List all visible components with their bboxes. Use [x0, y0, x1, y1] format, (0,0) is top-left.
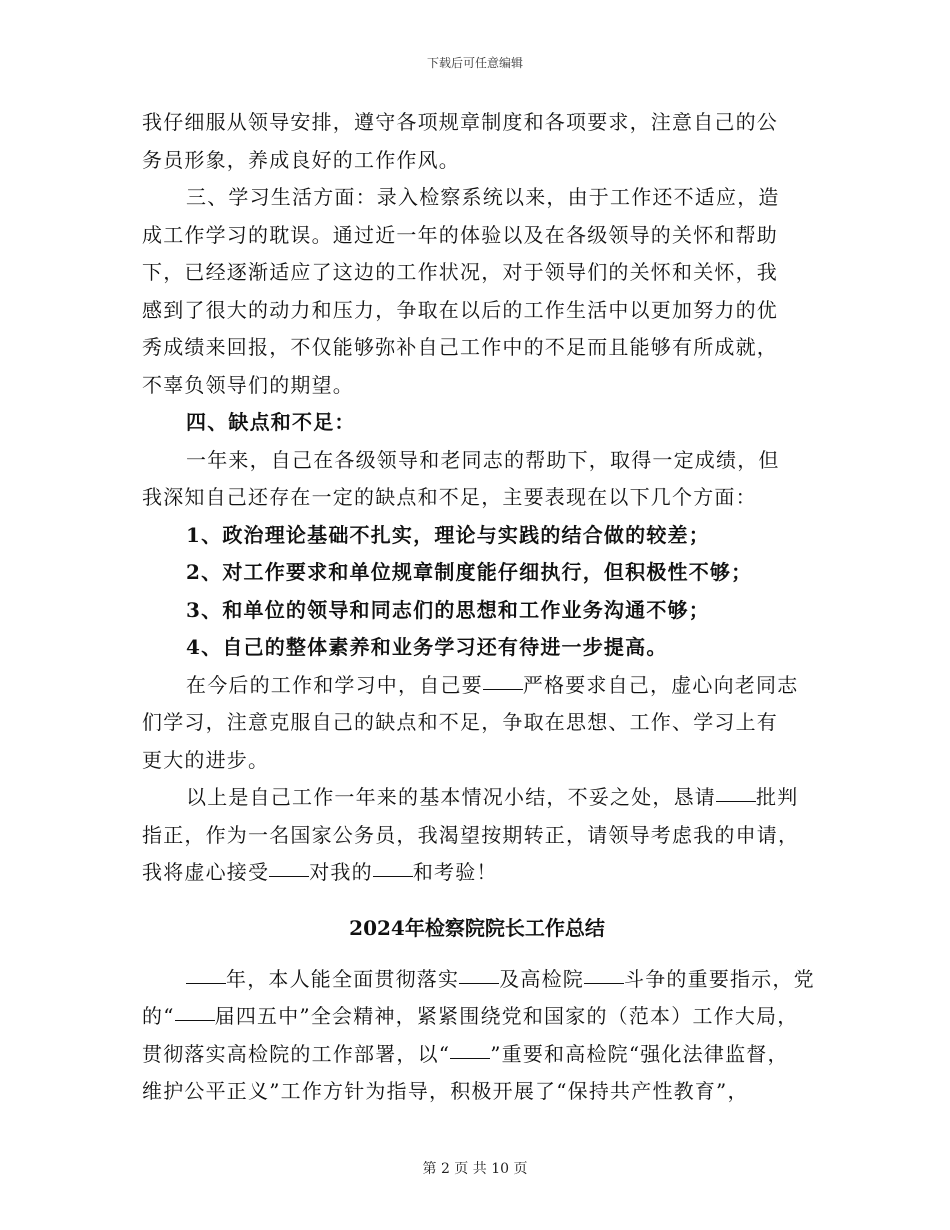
paragraph-line: 维护公平正义”工作方针为指导，积极开展了“保持共产性教育”，	[142, 1079, 749, 1103]
blank-underline	[269, 856, 309, 877]
blank-underline	[175, 1000, 215, 1021]
list-item: 2、对工作要求和单位规章制度能仔细执行，但积极性不够；	[186, 560, 753, 584]
blank-underline	[450, 1038, 490, 1059]
document-body	[142, 104, 815, 1111]
paragraph-line: 秀成绩来回报，不仅能够弥补自己工作中的不足而且能够有所成就，	[142, 335, 778, 359]
paragraph-line: 我深知自己还存在一定的缺点和不足，主要表现在以下几个方面：	[142, 485, 757, 509]
section-heading: 四、缺点和不足：	[186, 410, 356, 434]
blank-underline	[186, 963, 226, 984]
paragraph-line: 们学习，注意克服自己的缺点和不足，争取在思想、工作、学习上有	[142, 710, 778, 734]
page-header: 下载后可任意编辑	[426, 56, 523, 70]
list-item: 1、政治理论基础不扎实，理论与实践的结合做的较差；	[186, 522, 710, 547]
text-run: 年，本人能全面贯彻落实	[226, 966, 460, 991]
paragraph-line: 我仔细服从领导安排，遵守各项规章制度和各项要求，注意自己的公	[142, 110, 778, 134]
paragraph-line	[142, 854, 812, 892]
text-run: 和考验！	[412, 860, 498, 884]
paragraph-line: 下，已经逐渐适应了这边的工作状况，对于领导们的关怀和关怀，我	[142, 260, 778, 284]
list-item: 3、和单位的领导和同志们的思想和工作业务沟通不够；	[186, 597, 710, 622]
paragraph-line	[142, 961, 815, 999]
paragraph-line	[142, 998, 812, 1036]
page-footer: 第 2 页 共 10 页	[422, 1161, 528, 1177]
text-run: 届四五中”全会精神，紧紧围绕党和国家的（范本）工作大局，	[214, 1004, 799, 1028]
paragraph-line: 感到了很大的动力和压力，争取在以后的工作生活中以更加努力的优	[142, 297, 778, 322]
paragraph-line: 指正，作为一名国家公务员，我渴望按期转正，请领导考虑我的申请，	[142, 822, 800, 847]
text-run: 贯彻落实高检院的工作部署，以“	[142, 1041, 451, 1066]
blank-underline	[716, 781, 756, 802]
blank-underline	[373, 856, 413, 877]
paragraph-line: 更大的进步。	[142, 747, 270, 772]
text-run: 严格要求自己，虚心向老同志	[522, 672, 799, 697]
paragraph-line: 三、学习生活方面：录入检察系统以来，由于工作还不适应，造	[186, 185, 780, 209]
blank-underline	[584, 963, 624, 984]
section-title: 2024年检察院院长工作总结	[349, 915, 605, 940]
paragraph-line: 一年来，自己在各级领导和老同志的帮助下，取得一定成绩，但	[186, 447, 780, 472]
list-item: 4、自己的整体素养和业务学习还有待进一步提高。	[186, 635, 668, 659]
text-run: 斗争的重要指示，党	[624, 966, 815, 991]
text-run: 在今后的工作和学习中，自己要	[186, 672, 483, 697]
text-run: 批判	[756, 785, 799, 809]
paragraph-line	[142, 1036, 812, 1074]
text-run: 我将虚心接受	[142, 860, 270, 884]
paragraph-line	[142, 667, 812, 705]
text-run: 以上是自己工作一年来的基本情况小结，不妥之处，恳请	[186, 785, 716, 809]
text-run: 及高检院	[499, 966, 585, 991]
paragraph-line: 不辜负领导们的期望。	[142, 372, 354, 397]
text-run: ”重要和高检院“强化法律监督，	[490, 1041, 789, 1066]
text-run: 的“	[142, 1004, 175, 1028]
blank-underline	[483, 669, 523, 690]
paragraph-line	[142, 779, 812, 817]
paragraph-line: 务员形象，养成良好的工作作风。	[142, 147, 460, 172]
paragraph-line: 成工作学习的耽误。通过近一年的体验以及在各级领导的关怀和帮助	[142, 222, 778, 247]
blank-underline	[459, 963, 499, 984]
text-run: 对我的	[309, 860, 373, 884]
